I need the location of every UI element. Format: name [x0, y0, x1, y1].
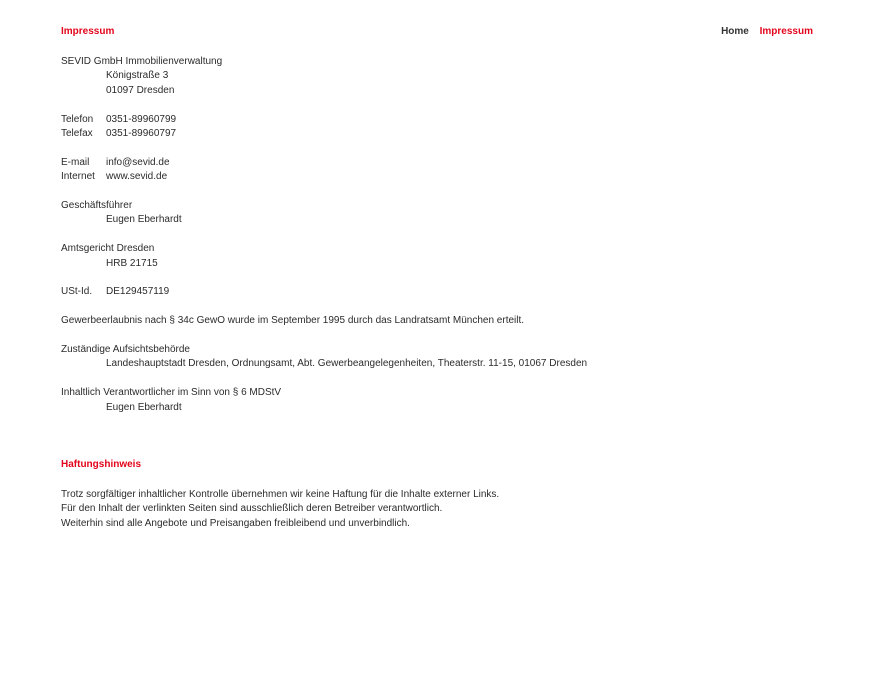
- phone-label: Telefon: [61, 113, 94, 125]
- authority-block: [61, 343, 821, 372]
- address-block: [61, 55, 821, 98]
- website-link[interactable]: www.sevid.de: [106, 171, 168, 183]
- address-street: Königstraße 3: [106, 70, 169, 82]
- internet-label: Internet: [61, 171, 95, 183]
- email-link[interactable]: info@sevid.de: [106, 156, 170, 168]
- content-area: [61, 25, 821, 531]
- email-label: E-mail: [61, 156, 90, 168]
- permit-block: [61, 314, 821, 328]
- disclaimer-title: Haftungshinweis: [61, 459, 142, 471]
- phone-row: [61, 113, 821, 127]
- authority-label: Zuständige Aufsichtsbehörde: [61, 344, 190, 356]
- vat-block: [61, 285, 821, 299]
- authority-value: Landeshauptstadt Dresden, Ordnungsamt, Abt. Gewerbeangelegenheiten, Theaterstr. 11-15, 01067 Dresden: [106, 358, 588, 370]
- nav-link-home[interactable]: Home: [721, 26, 749, 37]
- vat-label: USt-Id.: [61, 286, 93, 298]
- address-city: 01097 Dresden: [106, 84, 175, 96]
- disclaimer-block: [61, 488, 821, 531]
- contact-phone-block: [61, 113, 821, 142]
- permit-text: Gewerbeerlaubnis nach § 34c GewO wurde im September 1995 durch das Landratsamt München erteilt.: [61, 315, 525, 327]
- company-name: SEVID GmbH Immobilienverwaltung: [61, 56, 223, 67]
- disclaimer-line: Für den Inhalt der verlinkten Seiten sind ausschließlich deren Betreiber verantwortlich.: [61, 503, 443, 515]
- fax-value: 0351-89960797: [106, 128, 177, 140]
- fax-row: [61, 127, 821, 141]
- internet-row: [61, 170, 821, 184]
- phone-value: 0351-89960799: [106, 113, 177, 125]
- responsible-label: Inhaltlich Verantwortlicher im Sinn von § 6 MDStV: [61, 387, 282, 399]
- disclaimer-line: Weiterhin sind alle Angebote und Preisangaben freibleibend und unverbindlich.: [61, 517, 410, 529]
- ceo-label: Geschäftsführer: [61, 200, 133, 212]
- email-row: [61, 156, 821, 170]
- vat-value: DE129457119: [106, 286, 170, 298]
- ceo-block: [61, 199, 821, 228]
- fax-label: Telefax: [61, 128, 93, 140]
- nav-link-impressum[interactable]: Impressum: [759, 26, 813, 37]
- disclaimer-line: Trotz sorgfältiger inhaltlicher Kontrolle übernehmen wir keine Haftung für die Inhalte externer Links.: [61, 489, 500, 501]
- contact-online-block: [61, 156, 821, 185]
- ceo-value: Eugen Eberhardt: [106, 214, 182, 226]
- court-block: [61, 242, 821, 271]
- vat-row: [61, 285, 821, 299]
- court-value: HRB 21715: [106, 257, 158, 269]
- responsible-block: [61, 386, 821, 415]
- responsible-value: Eugen Eberhardt: [106, 401, 182, 413]
- page-title: Impressum: [61, 26, 115, 37]
- court-label: Amtsgericht Dresden: [61, 243, 155, 255]
